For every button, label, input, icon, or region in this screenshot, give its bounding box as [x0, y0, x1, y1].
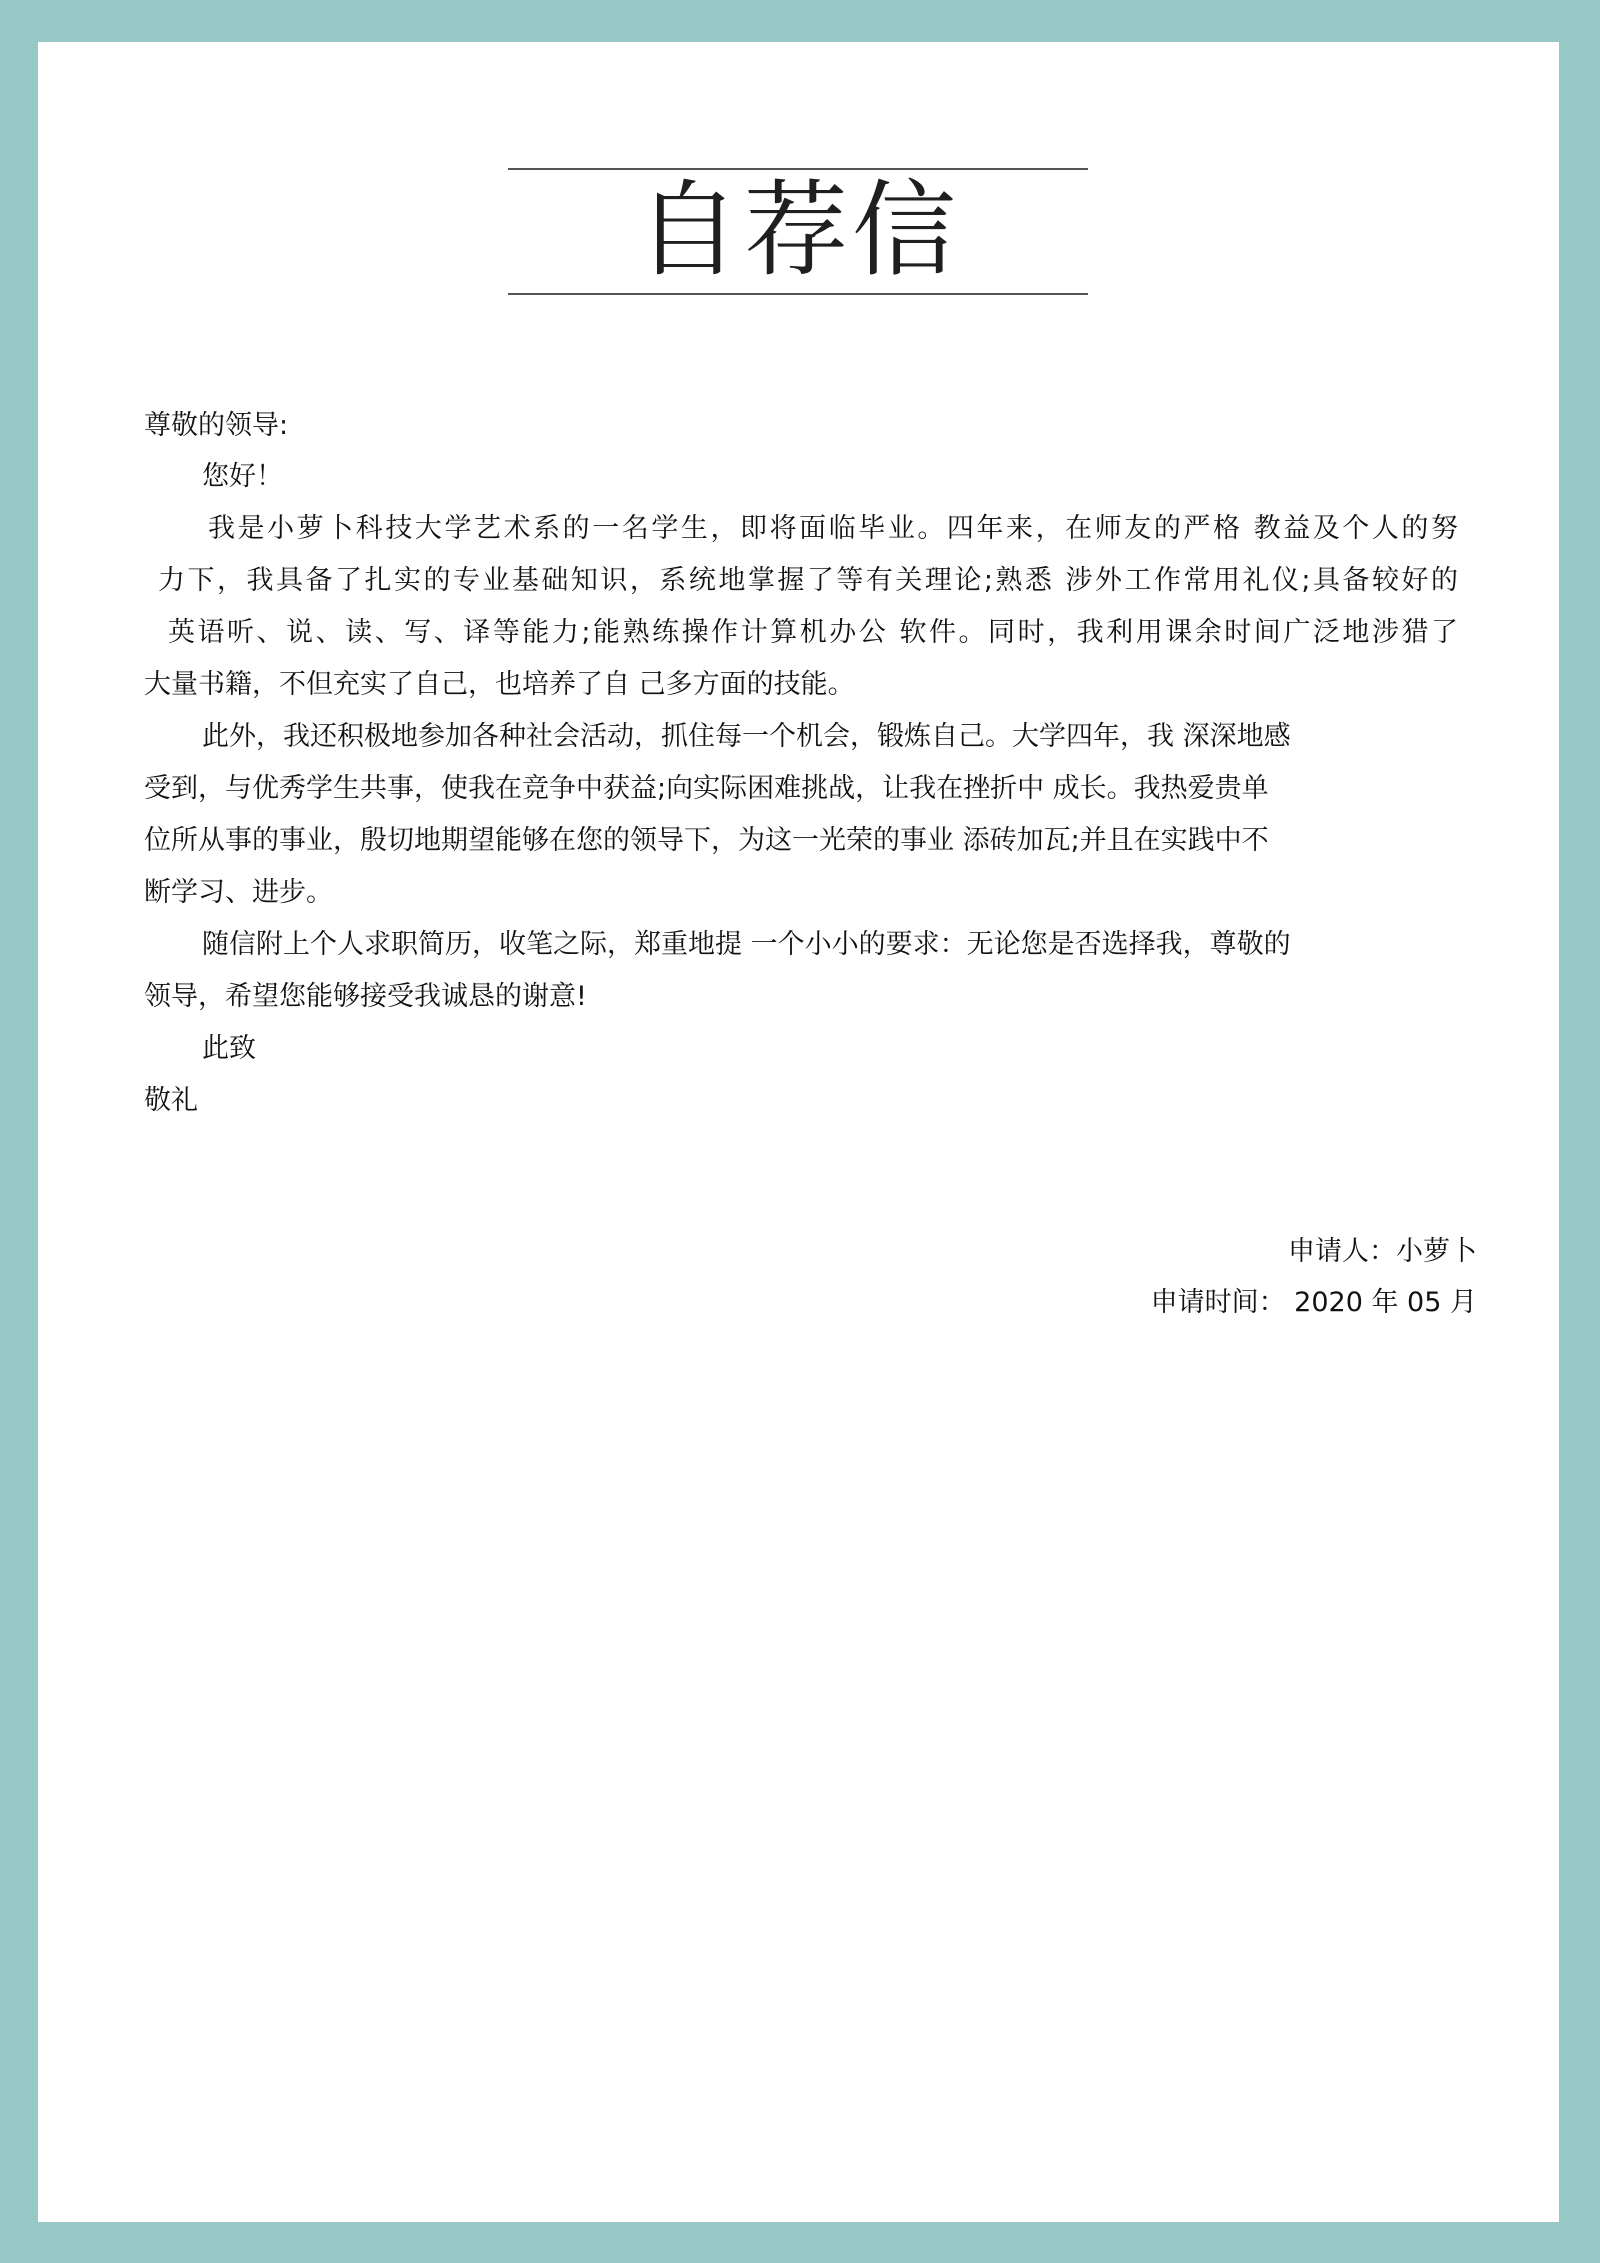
- paragraph-1-line-4: 大量书籍，不但充实了自己，也培养了自 己多方面的技能。: [144, 669, 855, 700]
- closing-ci-zhi: 此致: [202, 1033, 256, 1064]
- paragraph-3-line-2: 领导，希望您能够接受我诚恳的谢意!: [144, 981, 587, 1012]
- salutation: 尊敬的领导:: [144, 410, 289, 441]
- closing-jing-li: 敬礼: [144, 1085, 198, 1116]
- paragraph-1-line-1: 我是小萝卜科技大学艺术系的一名学生，即将面临毕业。四年来，在师友的严格 教益及个人的努: [208, 513, 1458, 544]
- paragraph-3-line-1: 随信附上个人求职简历，收笔之际，郑重地提 一个小小的要求：无论您是否选择我，尊敬的: [202, 929, 1291, 960]
- application-date: 申请时间： 2020 年 05 月: [1150, 1287, 1477, 1318]
- paragraph-2-line-4: 断学习、进步。: [144, 877, 333, 908]
- letter-page: [38, 42, 1559, 2222]
- paragraph-1-line-2: 力下，我具备了扎实的专业基础知识，系统地掌握了等有关理论;熟悉 涉外工作常用礼仪;具备较好的: [158, 565, 1458, 596]
- paragraph-2-line-2: 受到，与优秀学生共事，使我在竞争中获益;向实际困难挑战，让我在挫折中 成长。我热爱贵单: [144, 773, 1269, 804]
- paragraph-2-line-3: 位所从事的事业，殷切地期望能够在您的领导下，为这一光荣的事业 添砖加瓦;并且在实践中不: [144, 825, 1269, 856]
- greeting: 您好！: [202, 461, 283, 492]
- title-bottom-rule: [508, 293, 1088, 295]
- applicant-signature: 申请人：小萝卜: [1288, 1236, 1477, 1267]
- letter-title: 自荐信: [635, 169, 960, 291]
- paragraph-1-line-3: 英语听、说、读、写、译等能力;能熟练操作计算机办公 软件。同时，我利用课余时间广泛地涉猎了: [168, 617, 1458, 648]
- paragraph-2-line-1: 此外，我还积极地参加各种社会活动，抓住每一个机会，锻炼自己。大学四年，我 深深地感: [202, 721, 1291, 752]
